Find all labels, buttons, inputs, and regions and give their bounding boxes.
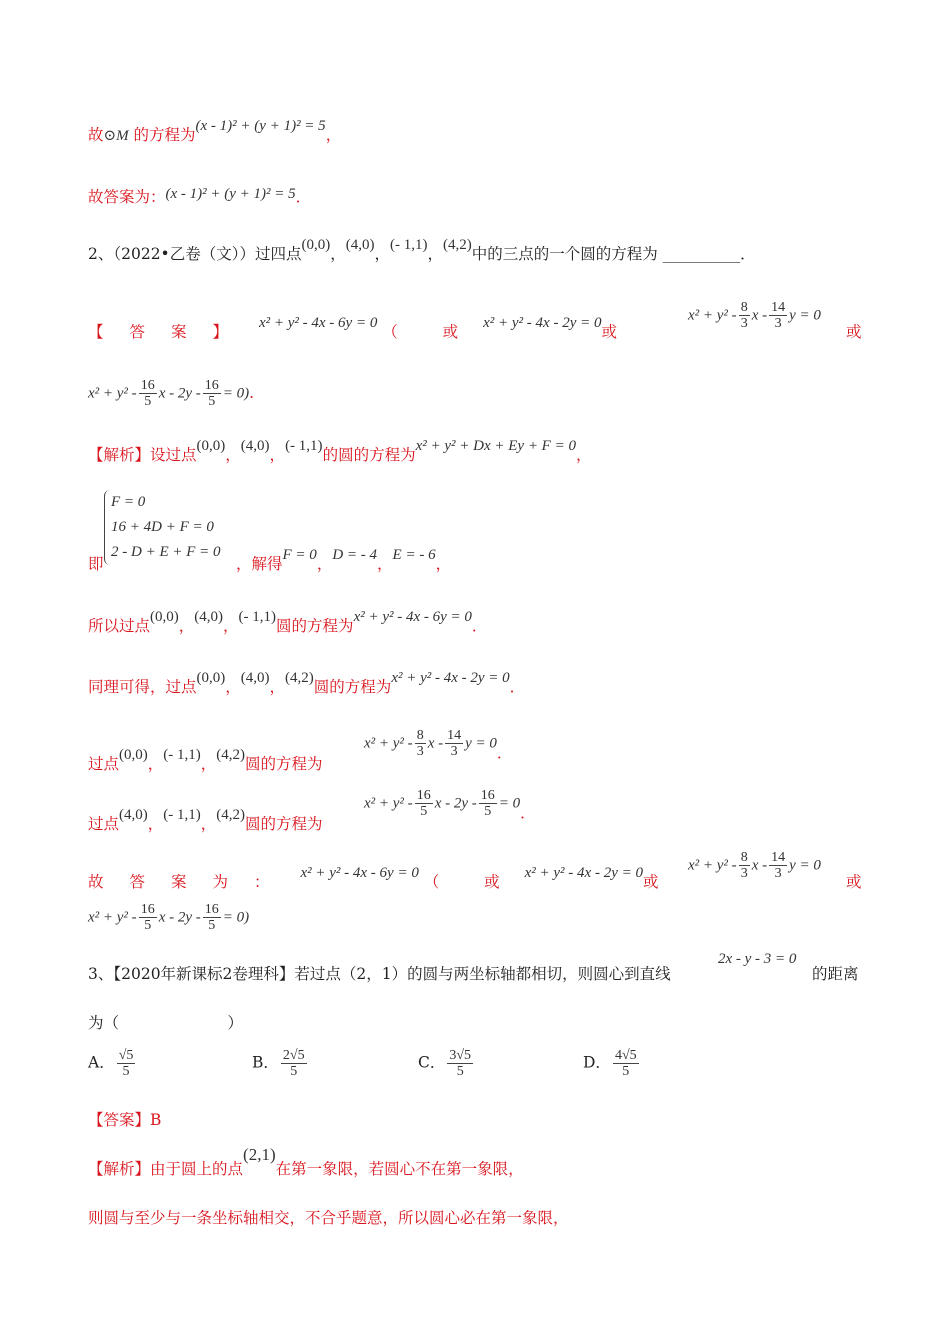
q3-analysis-1: 【解析】由于圆上的点(2,1)在第一象限，若圆心不在第一象限， bbox=[88, 1145, 524, 1178]
answer-eq4: x² + y² - $\frac{16}{5}$ x - 2y - $\frac{16}{5}$ = 0)． bbox=[88, 378, 265, 409]
analysis-line-so1: 所以过点(0,0)，(4,0)，(- 1,1)圆的方程为x² + y² - 4x - 6y = 0． bbox=[88, 609, 488, 635]
q3-line-equation: 2x - y - 3 = 0 bbox=[718, 951, 797, 967]
analysis-line-so3: 过点(0,0)，(- 1,1)，(4,2)圆的方程为 bbox=[88, 747, 323, 773]
analysis-line-so4: 过点(4,0)，(- 1,1)，(4,2)圆的方程为 bbox=[88, 807, 323, 833]
answer-eq3: x² + y² - $\frac{8}{3}$ x - $\frac{14}{3}$ y = 0 bbox=[688, 300, 821, 331]
question-3: 3、【2020年新课标2卷理科】若过点（2，1）的圆与两坐标轴都相切，则圆心到直线 bbox=[88, 965, 671, 983]
final-or: 或 bbox=[846, 873, 862, 891]
equation-system: F = 0 16 + 4D + F = 0 2 - D + E + F = 0 bbox=[104, 490, 221, 565]
analysis-line-so2: 同理可得，过点(0,0)，(4,0)，(4,2)圆的方程为x² + y² - 4x - 2y = 0． bbox=[88, 670, 526, 696]
equation: (x - 1)² + (y + 1)² = 5 bbox=[195, 118, 326, 134]
option-d[interactable]: D． $\frac{4√5}{5}$ bbox=[583, 1048, 637, 1079]
final-eq3: x² + y² - $\frac{8}{3}$ x - $\frac{14}{3}$ y = 0 bbox=[688, 850, 821, 881]
so3-equation: x² + y² - $\frac{8}{3}$ x - $\frac{14}{3}$ y = 0． bbox=[364, 728, 513, 762]
option-b[interactable]: B． $\frac{2√5}{5}$ bbox=[252, 1048, 305, 1079]
final-answer-line: 故答案为： x² + y² - 4x - 6y = 0 （ 或 x² + y² - 4x - 2y = 0或 bbox=[88, 865, 659, 891]
option-a[interactable]: A． $\frac{√5}{5}$ bbox=[88, 1048, 134, 1079]
answer-line: 【答案】 x² + y² - 4x - 6y = 0 （ 或 x² + y² - 4x - 2y = 0或 bbox=[88, 315, 617, 341]
analysis-solve: 即 bbox=[88, 555, 104, 573]
line-equation-m: 故⊙M 的方程为(x - 1)² + (y + 1)² = 5， bbox=[88, 118, 342, 144]
question-2: 2、（2022•乙卷（文））过四点(0,0)，(4,0)，(- 1,1)，(4,2)中的三点的一个圆的方程为 __________． bbox=[88, 237, 756, 263]
equation: (x - 1)² + (y + 1)² = 5 bbox=[165, 186, 296, 202]
q3-analysis-2: 则圆与至少与一条坐标轴相交，不合乎题意，所以圆心必在第一象限， bbox=[88, 1209, 569, 1227]
final-eq4: x² + y² - $\frac{16}{5}$ x - 2y - $\frac{16}{5}$ = 0) bbox=[88, 902, 250, 933]
q3-tail: 的距离 bbox=[812, 965, 859, 983]
q3-line2: 为（ ） bbox=[88, 1014, 244, 1032]
line-answer-1: 故答案为：(x - 1)² + (y + 1)² = 5． bbox=[88, 186, 312, 206]
option-c[interactable]: C． $\frac{3√5}{5}$ bbox=[418, 1048, 472, 1079]
circle-symbol: ⊙ bbox=[103, 128, 117, 144]
analysis-line-1: 【解析】设过点(0,0)，(4,0)，(- 1,1)的圆的方程为x² + y² + Dx + Ey + F = 0， bbox=[88, 438, 592, 464]
answer-label: 【答案】 bbox=[88, 323, 255, 341]
so4-equation: x² + y² - $\frac{16}{5}$ x - 2y - $\frac{16}{5}$ = 0． bbox=[364, 788, 536, 822]
answer-or: 或 bbox=[846, 323, 862, 341]
q3-answer: 【答案】B bbox=[88, 1111, 162, 1129]
analysis-solution: ，解得F = 0，D = - 4，E = - 6， bbox=[236, 547, 452, 573]
